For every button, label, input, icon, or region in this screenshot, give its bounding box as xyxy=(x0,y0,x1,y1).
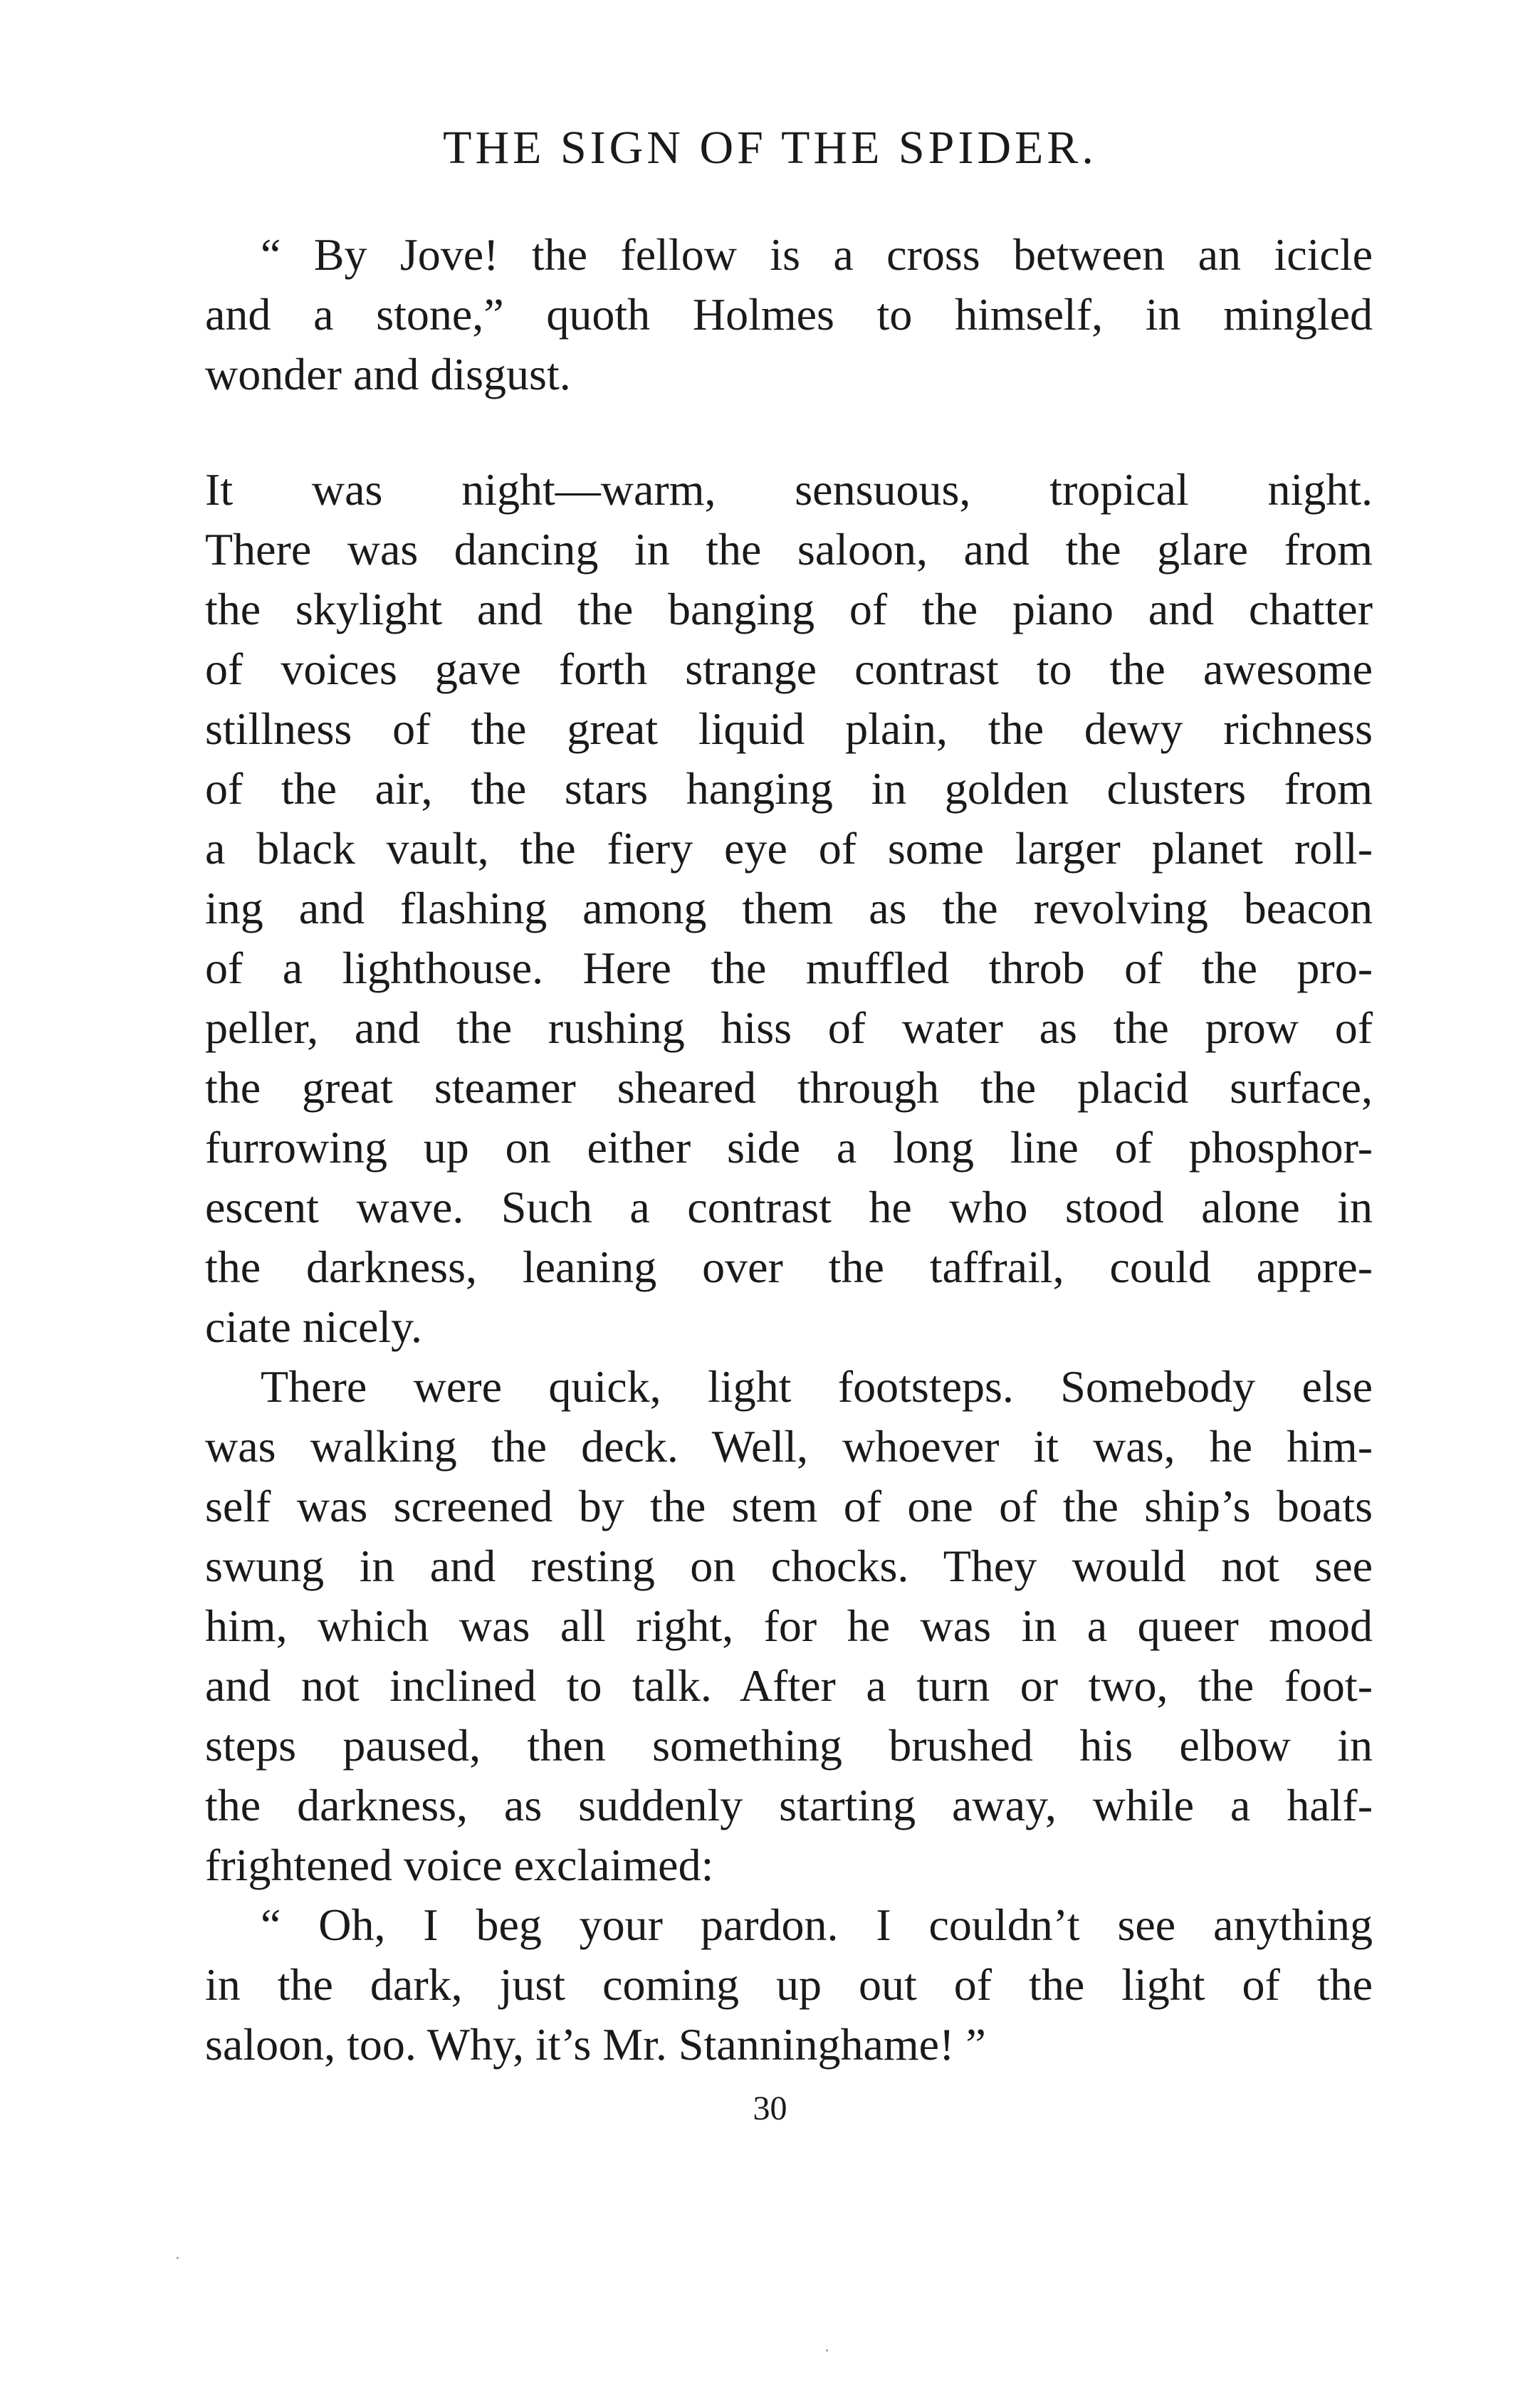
text-line: “ By Jove! the fellow is a cross between an icicle xyxy=(261,229,1373,280)
text-line: wonder and disgust. xyxy=(205,349,571,399)
paper-speck xyxy=(177,2257,179,2259)
text-line: the darkness, as suddenly starting away, while a half- xyxy=(205,1780,1373,1830)
running-head: THE SIGN OF THE SPIDER. xyxy=(443,122,1097,174)
text-line: It was night—warm, sensuous, tropical night. xyxy=(205,464,1373,515)
text-line: There was dancing in the saloon, and the glare from xyxy=(205,524,1373,575)
body-text xyxy=(205,225,1373,2075)
text-line: of the air, the stars hanging in golden clusters from xyxy=(205,763,1373,814)
text-line: escent wave. Such a contrast he who stood alone in xyxy=(205,1182,1373,1232)
text-line: peller, and the rushing hiss of water as the prow of xyxy=(205,1002,1373,1053)
text-line: saloon, too. Why, it’s Mr. Stanninghame! ” xyxy=(205,2019,986,2070)
text-line: was walking the deck. Well, whoever it was, he him- xyxy=(205,1421,1373,1472)
text-line: self was screened by the stem of one of the ship’s boats xyxy=(205,1481,1373,1531)
text-line: of voices gave forth strange contrast to the awesome xyxy=(205,644,1373,694)
text-line: furrowing up on either side a long line of phosphor- xyxy=(205,1122,1373,1173)
text-line: ciate nicely. xyxy=(205,1301,422,1352)
paper-speck xyxy=(826,2349,828,2352)
text-line: steps paused, then something brushed his elbow in xyxy=(205,1720,1373,1771)
text-line: a black vault, the fiery eye of some larger planet roll- xyxy=(205,823,1373,874)
text-line: of a lighthouse. Here the muffled throb of the pro- xyxy=(205,943,1373,993)
text-line: the skylight and the banging of the piano and chatter xyxy=(205,584,1373,634)
paragraph-2 xyxy=(205,460,1373,1357)
text-line: frightened voice exclaimed: xyxy=(205,1840,714,1890)
text-line: the great steamer sheared through the placid surface, xyxy=(205,1062,1373,1113)
text-line: swung in and resting on chocks. They would not see xyxy=(205,1541,1373,1591)
text-line: stillness of the great liquid plain, the dewy richness xyxy=(205,703,1373,754)
text-line: him, which was all right, for he was in a queer mood xyxy=(205,1600,1373,1651)
text-line: the darkness, leaning over the taffrail, could appre- xyxy=(205,1242,1373,1292)
section-break xyxy=(205,404,1373,460)
paragraph-4 xyxy=(205,1895,1373,2075)
text-line: and not inclined to talk. After a turn or two, the foot- xyxy=(205,1660,1373,1711)
text-line: “ Oh, I beg your pardon. I couldn’t see anything xyxy=(261,1899,1373,1950)
text-line: There were quick, light footsteps. Somebody else xyxy=(261,1361,1373,1412)
page-number: 30 xyxy=(753,2090,787,2127)
text-line: ing and flashing among them as the revolving beacon xyxy=(205,883,1373,933)
text-line: in the dark, just coming up out of the light of the xyxy=(205,1959,1373,2010)
text-line: and a stone,” quoth Holmes to himself, in mingled xyxy=(205,289,1373,340)
paragraph-3 xyxy=(205,1357,1373,1895)
paragraph-1 xyxy=(205,225,1373,404)
